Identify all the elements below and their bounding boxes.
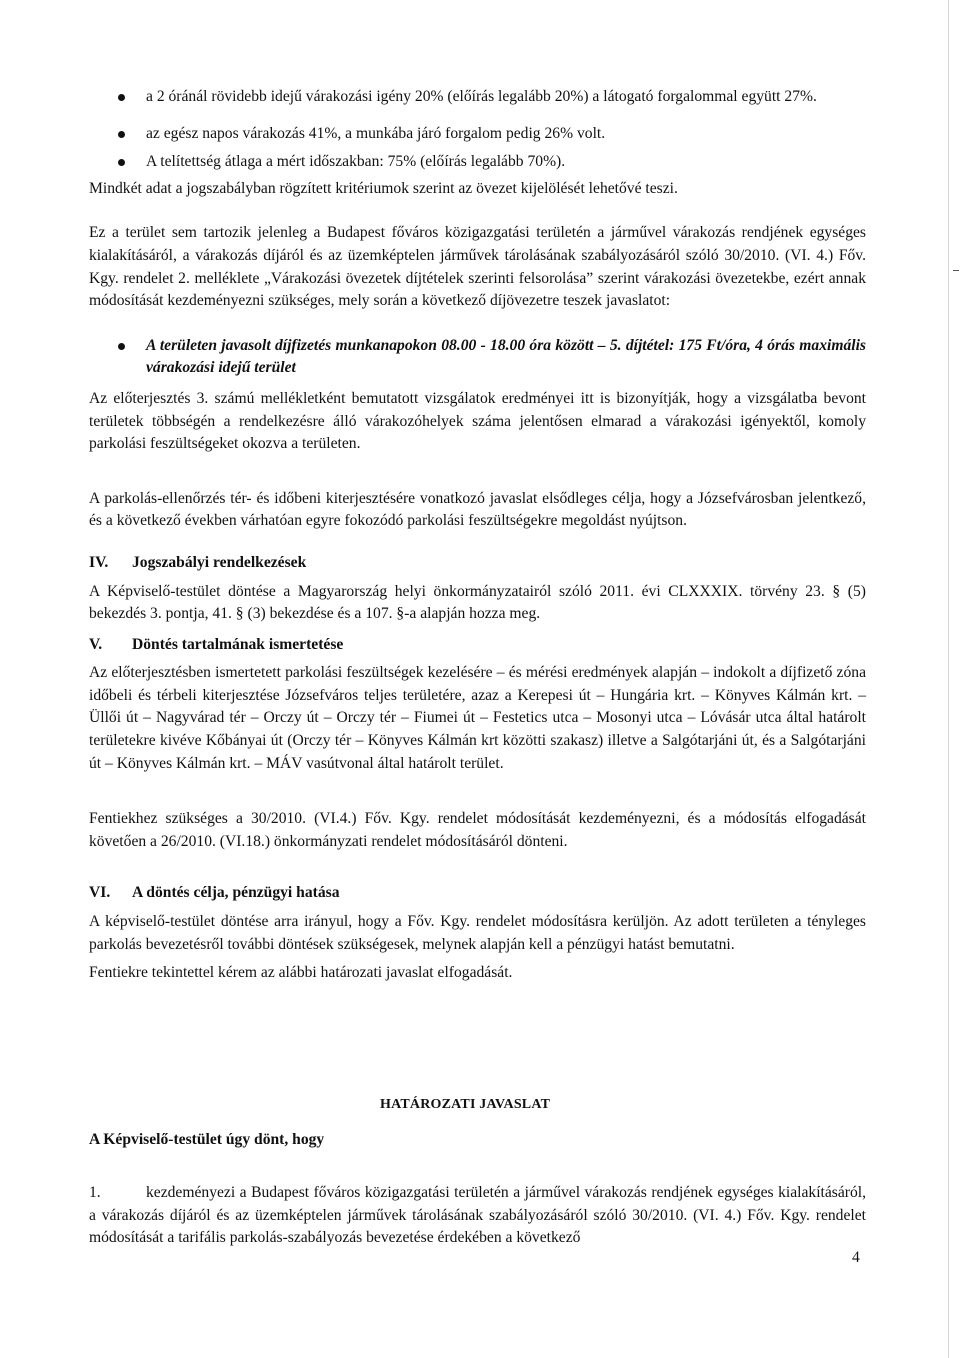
resolution-item-1: 1. kezdeményezi a Budapest főváros közigazgatási területén a járművel várakozás rendjének egységes kialakításáról, a várakozás díjáról és az üzemképtelen járművek tárolásának szabályozásáról szóló 30/2010. (VI. 4.) Főv. Kgy. rendelet módosítását a tarifális parkolás-szabályozás bevezetése érdekében a következő	[89, 1184, 866, 1247]
bullet-item: az egész napos várakozás 41%, a munkába járó forgalom pedig 26% volt.	[89, 123, 866, 146]
paragraph-parkolas: A parkolás-ellenőrzés tér- és időbeni kiterjesztésére vonatkozó javaslat elsődleges célja, hogy a Józsefvárosban jelentkező, és a következő években várhatóan egyre fokozódó parkolási feszültségekre megoldást nyújtson.	[89, 489, 866, 530]
paragraph-terulet: Ez a terület sem tartozik jelenleg a Budapest főváros közigazgatási területén a járművel várakozás rendjének egységes kialakításáról, a várakozás díjáról és az üzemképtelen járművek tárolásának szabályozásáról szóló 30/2010. (VI. 4.) Főv. Kgy. rendelet 2. melléklete „Várakozási övezetek díjtételek szerinti felsorolása” szerint várakozási övezetekbe, ezért annak módosítását kezdeményezni szükséges, mely során a következő díjövezetre teszek javaslatot:	[89, 224, 866, 310]
section-heading-iv: IV. Jogszabályi rendelkezések	[89, 553, 307, 571]
paragraph-sec5: Az előterjesztésben ismertetett parkolási feszültségek kezelésére – és mérési eredmények alapján – indokolt a díjfizető zóna időbeli és térbeli kiterjesztése Józsefváros teljes területére, azaz a Kerepesi út – Hungária krt. – Könyves Kálmán krt. – Üllői út – Nagyvárad tér – Orczy út – Orczy tér – Fiumei út – Festetics utca – Mosonyi utca – Lóvásár utca által határolt területekre kivéve Kőbányai út (Orczy tér – Könyves Kálmán krt közötti szakasz) illetve a Salgótarjáni út, és a Salgótarjáni út – Könyves Kálmán krt. – MÁV vasútvonal által határolt terület.	[89, 664, 866, 772]
bullet-proposal: A területen javasolt díjfizetés munkanapokon 08.00 - 18.00 óra között – 5. díjtétel: 175 Ft/óra, 4 órás maximális várakozási idejű terület	[89, 335, 866, 380]
page-number: 4	[852, 1249, 860, 1266]
document-body	[89, 86, 866, 985]
bullet-icon	[118, 131, 125, 138]
bullet-icon	[118, 94, 125, 101]
scan-edge-line	[948, 0, 949, 1358]
resolution-title: HATÁROZATI JAVASLAT	[380, 1097, 551, 1112]
bullet-icon	[118, 159, 125, 166]
paragraph-fentiekhez: Fentiekhez szükséges a 30/2010. (VI.4.) Főv. Kgy. rendelet módosítását kezdeményezni, és a módosítás elfogadását követően a 26/2010. (VI.18.) önkormányzati rendelet módosításáról dönteni.	[89, 810, 866, 850]
paragraph-fentiekre: Fentiekre tekintettel kérem az alábbi határozati javaslat elfogadását.	[89, 964, 513, 982]
scan-edge-mark	[953, 270, 959, 271]
bullet-icon	[118, 343, 125, 350]
resolution-intro: A Képviselő-testület úgy dönt, hogy	[89, 1131, 325, 1148]
paragraph-sec6: A képviselő-testület döntése arra irányul, hogy a Főv. Kgy. rendelet módosításra kerüljön. Az adott területen a tényleges parkolás bevezetésről további döntések szükségesek, melynek alapján kell a pénzügyi hatást bemutatni.	[89, 913, 866, 953]
paragraph-mindket: Mindkét adat a jogszabályban rögzített kritériumok szerint az övezet kijelölését lehetővé teszi.	[89, 179, 678, 197]
paragraph-sec4: A Képviselő-testület döntése a Magyarország helyi önkormányzatairól szóló 2011. évi CLXXXIX. törvény 23. § (5) bekezdés 3. pontja, 41. § (3) bekezdése és a 107. §-a alapján hozza meg.	[89, 582, 866, 623]
section-heading-vi: VI. A döntés célja, pénzügyi hatása	[89, 884, 340, 902]
paragraph-eloterjesztes: Az előterjesztés 3. számú mellékletként bemutatott vizsgálatok eredményei itt is bizonyítják, hogy a vizsgálatba bevont területek többségén a rendelkezésre álló várakozóhelyek száma jelentősen elmarad a várakozási igényektől, komoly parkolási feszültségeket okozva a területen.	[89, 389, 866, 453]
bullet-item: A telítettség átlaga a mért időszakban: 75% (előírás legalább 70%).	[89, 151, 866, 174]
section-heading-v: V. Döntés tartalmának ismertetése	[89, 635, 344, 653]
bullet-item: a 2 óránál rövidebb idejű várakozási igény 20% (előírás legalább 20%) a látogató forgalommal együtt 27%.	[89, 86, 866, 109]
